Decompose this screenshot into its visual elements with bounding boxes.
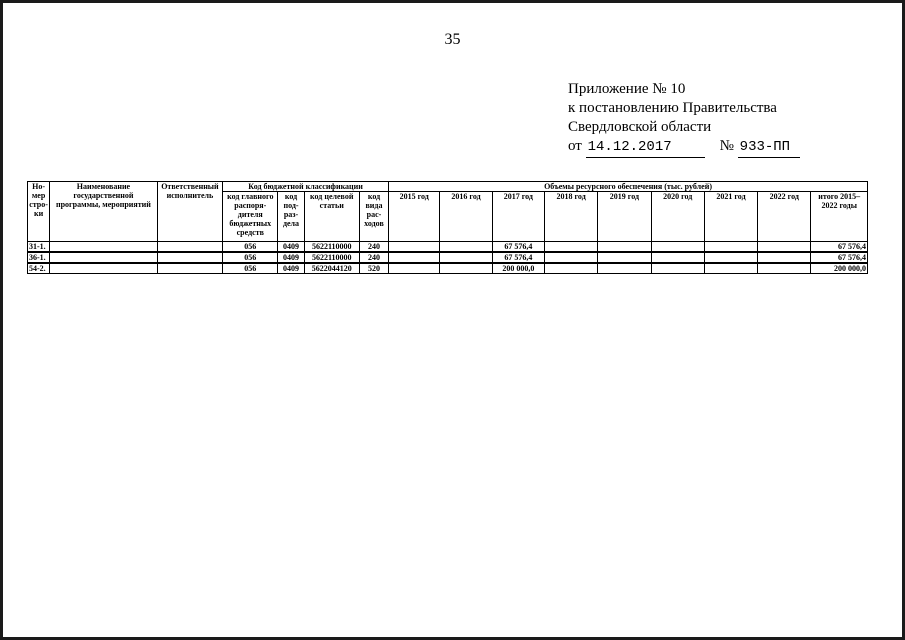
cell-main-admin: 056: [223, 252, 278, 263]
cell-expense-type: 240: [359, 242, 388, 253]
header-year-2018: 2018 год: [544, 192, 597, 242]
header-main-admin: код главного распоря-дителя бюджетных средств: [223, 192, 278, 242]
cell-year-2015: [389, 242, 440, 253]
cell-executor: [157, 242, 222, 253]
appendix-resolution: к постановлению Правительства: [568, 100, 777, 116]
cell-year-2017: 67 576,4: [492, 252, 544, 263]
resolution-number: 933-ПП: [738, 138, 800, 158]
number-prefix: №: [719, 138, 734, 154]
table-row: [28, 263, 868, 274]
cell-row-no: 54-2.: [28, 263, 50, 274]
page-number: 35: [444, 31, 461, 48]
cell-year-2019: [598, 252, 651, 263]
date-prefix: от: [568, 138, 582, 154]
cell-row-no: 36-1.: [28, 252, 50, 263]
cell-year-2019: [598, 242, 651, 253]
appendix-region: Свердловской области: [568, 119, 712, 135]
cell-year-2021: [704, 242, 757, 253]
cell-year-2017: 67 576,4: [492, 242, 544, 253]
header-year-2015: 2015 год: [389, 192, 440, 242]
header-row-no: Но-мер стро-ки: [28, 182, 50, 242]
cell-section: 0409: [278, 263, 304, 274]
header-year-2017: 2017 год: [492, 192, 544, 242]
cell-total: 67 576,4: [811, 252, 868, 263]
header-year-2016: 2016 год: [440, 192, 492, 242]
cell-year-2019: [598, 263, 651, 274]
cell-section: 0409: [278, 252, 304, 263]
cell-year-2021: [704, 263, 757, 274]
cell-program-name: [50, 263, 158, 274]
cell-program-name: [50, 252, 158, 263]
cell-row-no: 31-1.: [28, 242, 50, 253]
budget-table: [27, 181, 868, 274]
header-resources: Объемы ресурсного обеспечения (тыс. рублей): [389, 182, 868, 192]
header-section: код под-раз-дела: [278, 192, 304, 242]
table-row: [28, 242, 868, 253]
cell-expense-type: 240: [359, 252, 388, 263]
cell-main-admin: 056: [223, 263, 278, 274]
cell-executor: [157, 252, 222, 263]
cell-target-item: 5622110000: [304, 252, 359, 263]
header-executor: Ответственный исполнитель: [157, 182, 222, 242]
cell-year-2016: [440, 242, 492, 253]
cell-year-2022: [758, 252, 811, 263]
cell-year-2018: [544, 263, 597, 274]
cell-year-2015: [389, 263, 440, 274]
cell-total: 67 576,4: [811, 242, 868, 253]
header-expense-type: код вида рас-ходов: [359, 192, 388, 242]
resolution-date: 14.12.2017: [586, 138, 705, 158]
appendix-date-line: [568, 137, 800, 158]
header-year-2022: 2022 год: [758, 192, 811, 242]
cell-year-2022: [758, 242, 811, 253]
header-year-2021: 2021 год: [704, 192, 757, 242]
header-total: итого 2015–2022 годы: [811, 192, 868, 242]
header-year-2019: 2019 год: [598, 192, 651, 242]
cell-year-2020: [651, 263, 704, 274]
cell-expense-type: 520: [359, 263, 388, 274]
table-row: [28, 252, 868, 263]
cell-year-2016: [440, 263, 492, 274]
cell-target-item: 5622110000: [304, 242, 359, 253]
cell-program-name: [50, 242, 158, 253]
cell-year-2016: [440, 252, 492, 263]
cell-year-2022: [758, 263, 811, 274]
cell-year-2020: [651, 242, 704, 253]
cell-main-admin: 056: [223, 242, 278, 253]
cell-year-2018: [544, 242, 597, 253]
cell-executor: [157, 263, 222, 274]
appendix-title: Приложение № 10: [568, 81, 686, 97]
cell-year-2015: [389, 252, 440, 263]
cell-year-2017: 200 000,0: [492, 263, 544, 274]
header-program-name: Наименование государственной программы, мероприятий: [50, 182, 158, 242]
cell-year-2020: [651, 252, 704, 263]
cell-total: 200 000,0: [811, 263, 868, 274]
cell-section: 0409: [278, 242, 304, 253]
header-target-item: код целевой статьи: [304, 192, 359, 242]
header-budget-classification: Код бюджетной классификации: [223, 182, 389, 192]
cell-target-item: 5622044120: [304, 263, 359, 274]
cell-year-2021: [704, 252, 757, 263]
appendix-block: [568, 80, 800, 158]
header-year-2020: 2020 год: [651, 192, 704, 242]
cell-year-2018: [544, 252, 597, 263]
